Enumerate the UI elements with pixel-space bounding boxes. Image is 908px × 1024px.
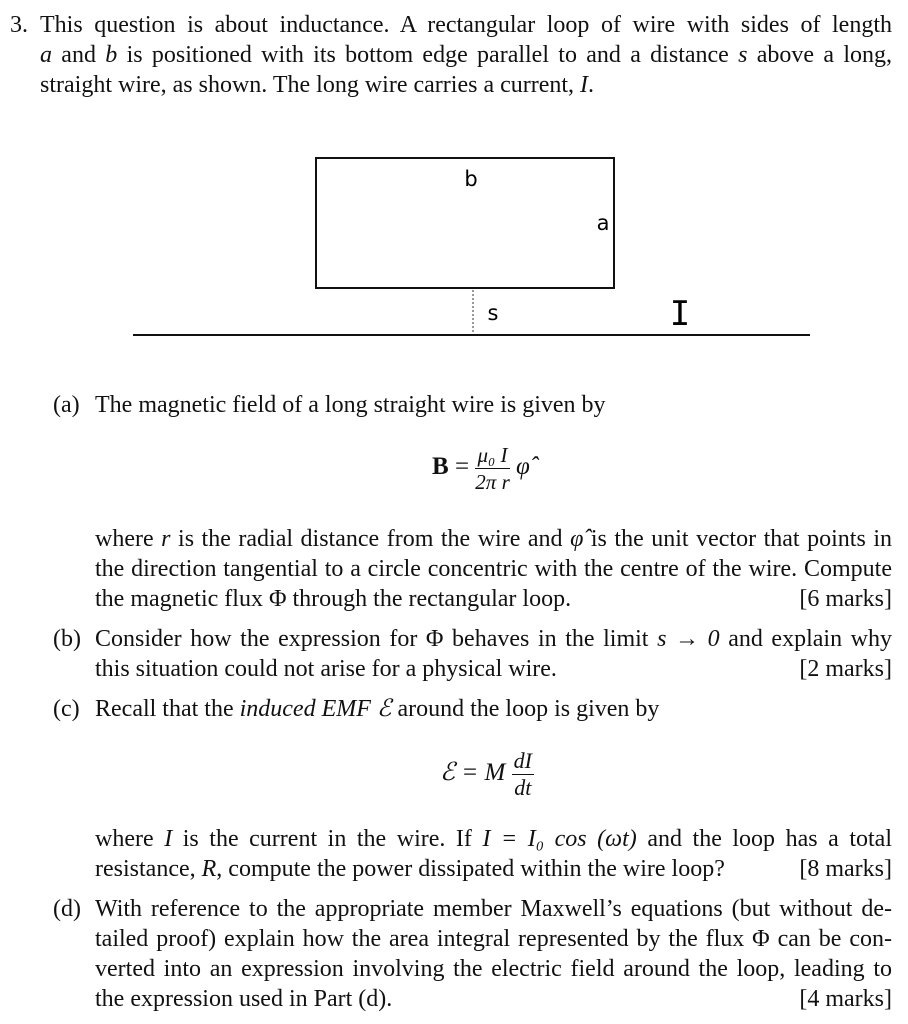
part-d-line-1: With reference to the appropriate member Maxwell’s equations (but without de- <box>95 896 892 922</box>
part-c-label: (c) <box>53 696 80 722</box>
equation-induced-emf: ℰ = M $\frac{dI}{dt}$ <box>440 748 532 800</box>
intro-line-1: This question is about inductance. A rectangular loop of wire with sides of length <box>40 12 892 38</box>
question-number: 3. <box>10 12 28 38</box>
part-b-line-1: Consider how the expression for Φ behaves in the limit s → 0 and explain why <box>95 626 893 652</box>
part-b-line-2: this situation could not arise for a physical wire. [2 marks] <box>95 656 892 682</box>
part-a-line-2: the direction tangential to a circle concentric with the centre of the wire. Compute <box>95 556 892 582</box>
intro-line-3: straight wire, as shown. The long wire carries a current, I. <box>40 72 595 98</box>
part-a-lead: The magnetic field of a long straight wire is given by <box>95 392 606 418</box>
part-d-line-2: tailed proof) explain how the area integral represented by the flux Φ can be con- <box>95 926 892 952</box>
label-a: a <box>596 211 610 235</box>
part-c-marks: [8 marks] <box>799 856 892 882</box>
part-c-line-1: where I is the current in the wire. If I = I₀ cos (ωt) and the loop has a total <box>95 826 892 852</box>
part-a-line-1: where r is the radial distance from the wire and φ̂ is the unit vector that points in <box>95 526 892 552</box>
part-b-marks: [2 marks] <box>799 656 892 682</box>
label-s: s <box>487 301 499 325</box>
label-b: b <box>464 167 478 191</box>
equation-magnetic-field: B = $\frac{\text{μ₀ I}}{\text{2π r}}$ φ̂ <box>432 443 530 494</box>
part-c-lead: Recall that the induced EMF ℰ around the loop is given by <box>95 696 660 722</box>
part-a-label: (a) <box>53 392 80 418</box>
part-b-label: (b) <box>53 626 81 652</box>
intro-line-2: a and b is positioned with its bottom edge parallel to and a distance s above a long, <box>40 42 893 68</box>
part-a-marks: [6 marks] <box>799 586 892 612</box>
loop-wire-diagram <box>0 0 908 360</box>
part-c-line-2: resistance, R, compute the power dissipated within the wire loop? [8 marks] <box>95 856 892 882</box>
part-d-label: (d) <box>53 896 81 922</box>
part-d-line-4: the expression used in Part (d). [4 marks] <box>95 986 892 1012</box>
part-d-marks: [4 marks] <box>799 986 892 1012</box>
part-d-line-3: verted into an expression involving the electric field around the loop, leading to <box>95 956 892 982</box>
part-a-line-3: the magnetic flux Φ through the rectangular loop. [6 marks] <box>95 586 892 612</box>
label-current-I: I <box>669 294 691 334</box>
